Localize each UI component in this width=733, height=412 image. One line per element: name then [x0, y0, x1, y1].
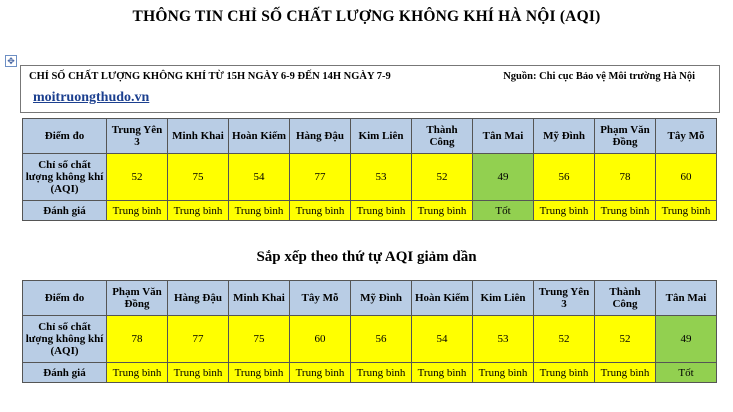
aqi-value: 78	[107, 316, 168, 363]
aqi-value: 52	[107, 154, 168, 201]
aqi-rating: Trung bình	[107, 363, 168, 383]
station-name: Mỹ Đình	[351, 281, 412, 316]
station-name: Trung Yên 3	[107, 119, 168, 154]
data-source: Nguồn: Chi cục Bảo vệ Môi trường Hà Nội	[503, 71, 695, 82]
station-name: Thành Công	[595, 281, 656, 316]
aqi-rating: Trung bình	[351, 363, 412, 383]
website-link[interactable]: moitruongthudo.vn	[33, 90, 150, 105]
aqi-value: 54	[412, 316, 473, 363]
station-name: Trung Yên 3	[534, 281, 595, 316]
aqi-rating: Trung bình	[107, 201, 168, 221]
aqi-value: 77	[290, 154, 351, 201]
page-title: THÔNG TIN CHỈ SỐ CHẤT LƯỢNG KHÔNG KHÍ HÀ NỘI (AQI)	[132, 8, 601, 25]
station-name: Tây Mỗ	[290, 281, 351, 316]
aqi-value: 56	[534, 154, 595, 201]
info-box	[20, 65, 720, 113]
aqi-rating: Trung bình	[534, 201, 595, 221]
station-name: Phạm Văn Đồng	[595, 119, 656, 154]
aqi-value: 60	[656, 154, 717, 201]
aqi-rating: Trung bình	[290, 201, 351, 221]
station-name: Phạm Văn Đồng	[107, 281, 168, 316]
aqi-value: 53	[351, 154, 412, 201]
aqi-value: 60	[290, 316, 351, 363]
aqi-rating: Tốt	[473, 201, 534, 221]
row-label-aqi: Chỉ số chất lượng không khí (AQI)	[23, 154, 107, 201]
row-label-rating: Đánh giá	[23, 201, 107, 221]
aqi-row	[23, 316, 717, 363]
aqi-rating: Trung bình	[351, 201, 412, 221]
row-label-rating: Đánh giá	[23, 363, 107, 383]
aqi-value: 56	[351, 316, 412, 363]
station-name: Tân Mai	[656, 281, 717, 316]
aqi-value: 52	[595, 316, 656, 363]
aqi-value: 78	[595, 154, 656, 201]
aqi-rating: Trung bình	[168, 363, 229, 383]
station-name: Tân Mai	[473, 119, 534, 154]
station-name: Hoàn Kiếm	[229, 119, 290, 154]
aqi-value: 49	[473, 154, 534, 201]
station-name: Kim Liên	[351, 119, 412, 154]
move-anchor-icon[interactable]: ✥	[5, 55, 17, 67]
station-row	[23, 119, 717, 154]
aqi-rating: Trung bình	[595, 201, 656, 221]
aqi-rating: Trung bình	[534, 363, 595, 383]
station-name: Hàng Đậu	[290, 119, 351, 154]
aqi-rating: Trung bình	[656, 201, 717, 221]
aqi-value: 77	[168, 316, 229, 363]
aqi-rating: Tốt	[656, 363, 717, 383]
aqi-rating: Trung bình	[412, 363, 473, 383]
aqi-row	[23, 154, 717, 201]
row-label-aqi: Chỉ số chất lượng không khí (AQI)	[23, 316, 107, 363]
row-label-station: Điểm đo	[23, 119, 107, 154]
aqi-value: 52	[412, 154, 473, 201]
measurement-period: CHỈ SỐ CHẤT LƯỢNG KHÔNG KHÍ TỪ 15H NGÀY 6-9 ĐẾN 14H NGÀY 7-9	[29, 71, 391, 82]
aqi-table-by-station	[22, 118, 717, 221]
aqi-value: 75	[229, 316, 290, 363]
aqi-rating: Trung bình	[412, 201, 473, 221]
station-name: Hoàn Kiếm	[412, 281, 473, 316]
station-name: Mỹ Đình	[534, 119, 595, 154]
aqi-value: 54	[229, 154, 290, 201]
station-name: Hàng Đậu	[168, 281, 229, 316]
aqi-value: 75	[168, 154, 229, 201]
aqi-rating: Trung bình	[168, 201, 229, 221]
station-name: Tây Mỗ	[656, 119, 717, 154]
aqi-value: 53	[473, 316, 534, 363]
station-name: Thành Công	[412, 119, 473, 154]
aqi-value: 52	[534, 316, 595, 363]
aqi-table-sorted	[22, 280, 717, 383]
row-label-station: Điểm đo	[23, 281, 107, 316]
sorted-subtitle: Sắp xếp theo thứ tự AQI giảm dần	[256, 249, 477, 265]
station-row	[23, 281, 717, 316]
aqi-rating: Trung bình	[473, 363, 534, 383]
aqi-rating: Trung bình	[595, 363, 656, 383]
aqi-rating: Trung bình	[229, 363, 290, 383]
aqi-value: 49	[656, 316, 717, 363]
aqi-rating: Trung bình	[229, 201, 290, 221]
station-name: Kim Liên	[473, 281, 534, 316]
station-name: Minh Khai	[168, 119, 229, 154]
station-name: Minh Khai	[229, 281, 290, 316]
rating-row	[23, 201, 717, 221]
rating-row	[23, 363, 717, 383]
aqi-rating: Trung bình	[290, 363, 351, 383]
